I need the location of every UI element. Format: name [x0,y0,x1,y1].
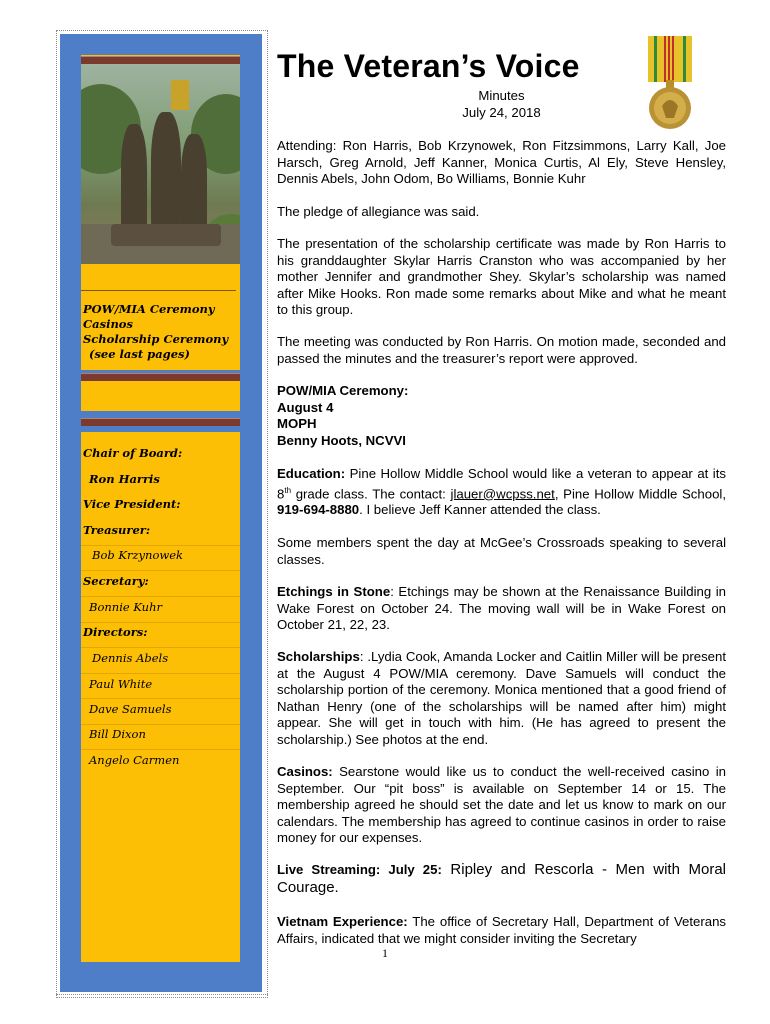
events-list [83,302,228,362]
mcgees-paragraph: Some members spent the day at McGee’s Crossroads speaking to several classes. [277,535,726,567]
attending-paragraph: Attending: Ron Harris, Bob Krzynowek, Ron Fitzsimmons, Larry Kall, Joe Harsch, Greg Arnold, Jeff Kanner, Monica Curtis, Al Ely, Steve Hensley, Dennis Abels, John Odom, Bo Williams, Bonnie Kuhr [277,138,726,186]
director-name: Angelo Carmen [89,753,180,767]
etchings-label: Etchings in Stone [277,584,391,599]
education-text: Pine Hollow Middle School would like a veteran to appear at its 8 [277,466,726,501]
streaming-paragraph [277,861,726,897]
education-paragraph [277,466,726,519]
row-divider [81,749,240,750]
etchings-text: : Etchings may be shown at the Renaissance Building in Wake Forest on October 24. The moving wall will be in Wake Forest on October 21, 22, 23. [277,584,726,632]
pow-mia-line: MOPH [277,416,317,431]
vietnam-paragraph [277,914,726,947]
etchings-paragraph [277,584,726,634]
row-divider [81,647,240,648]
sidebar-blank-panel [81,381,240,411]
director-name: Bill Dixon [89,727,146,741]
scholarships-paragraph [277,649,726,748]
education-label: Education: [277,466,346,481]
event-item: (see last pages) [89,347,190,361]
memorial-statue-photo [81,64,240,264]
vietnam-text: The office of Secretary Hall, Department of Veterans Affairs, indicated that we might consider inviting the Secretary [277,914,727,946]
newsletter-title: The Veteran’s Voice [277,48,580,84]
row-divider [81,622,240,623]
row-divider [81,545,240,546]
ordinal-suffix: th [284,485,292,495]
officer-name-chair: Ron Harris [89,472,160,486]
pledge-paragraph: The pledge of allegiance was said. [277,204,480,219]
contact-phone: 919-694-8880 [277,502,360,518]
sidebar-divider [81,418,240,426]
director-name: Paul White [89,677,153,691]
director-name: Dave Samuels [89,702,172,716]
presentation-paragraph: The presentation of the scholarship certificate was made by Ron Harris to his granddaughter Skylar Harris Cranston who was accompanied by her mother Jennifer and grandmother Shey. Skylar’s scholarship was named after Mike Hooks. Ron made some remarks about Mike and what he meant to this group. [277,236,726,317]
director-name: Dennis Abels [92,651,169,665]
vietnam-label: Vietnam Experience: [277,914,408,929]
streaming-text: Ripley and Rescorla - Men with Moral Courage. [277,861,726,896]
minutes-subtitle: Minutes [478,88,525,103]
education-text: . I believe Jeff Kanner attended the class. [359,502,601,518]
pow-mia-line: Benny Hoots, NCVVI [277,432,406,448]
officer-role-secretary: Secretary: [83,574,149,588]
event-item: Scholarship Ceremony [83,332,229,346]
officer-role-treasurer: Treasurer: [83,523,151,537]
officer-role-directors: Directors: [83,625,148,639]
row-divider [81,724,240,725]
meeting-paragraph: The meeting was conducted by Ron Harris. On motion made, seconded and passed the minutes and the treasurer’s report were approved. [277,334,726,366]
casinos-label: Casinos: [277,764,333,779]
officer-role-chair: Chair of Board: [83,446,183,460]
meeting-date: July 24, 2018 [462,105,541,120]
event-item: POW/MIA Ceremony [83,302,215,316]
row-divider [81,596,240,597]
sidebar-divider [81,56,240,64]
pow-mia-line: August 4 [277,399,334,415]
row-divider [81,673,240,674]
streaming-label: Live Streaming: July 25: [277,862,442,877]
casinos-text: Searstone would like us to conduct the well-received casino in September. Our “pit boss” is available on September 14 or 15. The membership agreed he should set the date and let us know to mark on our calendars. The membership has agreed to continue casinos in order to raise money for our expenses. [277,764,726,845]
pow-mia-line: POW/MIA Ceremony: [277,383,409,398]
row-divider [81,570,240,571]
row-divider [81,698,240,699]
pow-mia-heading [277,383,726,449]
officer-role-vice-president: Vice President: [83,497,181,511]
officer-name-treasurer: Bob Krzynowek [92,548,183,562]
casinos-paragraph [277,764,726,847]
education-text: , Pine Hollow Middle School, [554,485,726,501]
officer-name-secretary: Bonnie Kuhr [89,600,162,614]
page-border-bottom [56,994,268,998]
page-number: 1 [382,946,388,960]
scholarships-text: : .Lydia Cook, Amanda Locker and Caitlin Miller will be present at the August 4 POW/MIA ceremony. Dave Samuels will conduct the scholarship portion of the ceremony. Monica mentioned that a good friend of Nathan Henry (one of the scholarships will be named after him) might appear. She will get in touch with him. (He has agreed to present the scholarship.) See photos at the end. [277,649,726,747]
event-item: Casinos [83,317,133,331]
sidebar-divider [81,373,240,381]
education-text: grade class. The contact: [291,485,451,501]
events-rule [81,290,236,291]
scholarships-label: Scholarships [277,649,360,664]
contact-email-link[interactable]: jlauer@wcpss.net [450,485,555,501]
